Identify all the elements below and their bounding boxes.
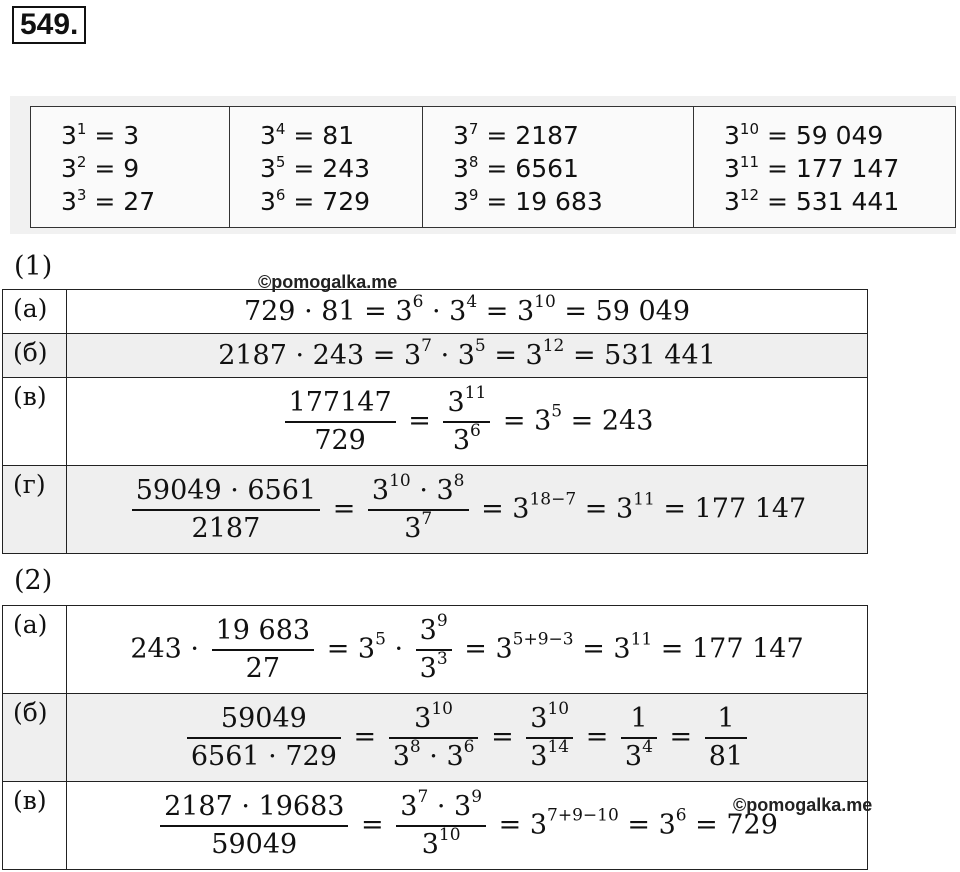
row-label: (а): [3, 290, 67, 334]
row-label: (б): [3, 694, 67, 782]
fraction: $\frac{3^{10}}{3^{14}}$: [526, 701, 573, 775]
fraction: $\frac{59049 \cdot 6561}{2187}$: [132, 473, 320, 547]
equation: $\frac{2187 \cdot 19683}{59049}$ = $\frac{3^7 \cdot 3^9}{3^{10}}$ = $3^{7+9-10} = 3^6 = 729$: [67, 782, 868, 870]
powers-column-3: [423, 107, 694, 227]
power-entry: $3^4 = 81$: [260, 120, 355, 150]
powers-column-1: [31, 107, 230, 227]
power-entry: $3^9 = 19$ 683: [453, 186, 603, 216]
fraction: $\frac{3^{10}}{3^8 \cdot 3^6}$: [389, 701, 479, 775]
solution-row: [3, 466, 868, 554]
power-entry: $3^{11} = 177$ 147: [724, 153, 900, 183]
part-1-solutions: [2, 289, 868, 554]
power-entry: $3^{12} = 531$ 441: [724, 186, 900, 216]
powers-column-4: [694, 107, 955, 227]
fraction: $\frac{1}{3^4}$: [621, 701, 657, 775]
power-entry: $3^2 = 9$: [61, 153, 140, 183]
power-entry: $3^3 = 27$: [61, 186, 156, 216]
part-2-solutions: [2, 605, 868, 870]
solution-row: [3, 694, 868, 782]
powers-grid: [30, 106, 956, 228]
fraction: $\frac{3^{11}}{3^6}$: [443, 385, 490, 459]
solution-row: [3, 334, 868, 378]
fraction: $\frac{59049}{6561 \cdot 729}$: [187, 701, 341, 775]
power-entry: $3^7 = 2187$: [453, 120, 579, 150]
row-label: (в): [3, 782, 67, 870]
power-entry: $3^{10} = 59$ 049: [724, 120, 884, 150]
row-label: (в): [3, 378, 67, 466]
problem-number: 549.: [12, 6, 86, 44]
fraction: $\frac{3^{10} \cdot 3^8}{3^7}$: [368, 473, 469, 547]
powers-column-2: [230, 107, 423, 227]
row-label: (г): [3, 466, 67, 554]
fraction: $\frac{3^7 \cdot 3^9}{3^{10}}$: [396, 789, 486, 863]
power-entry: $3^1 = 3$: [61, 120, 140, 150]
row-label: (б): [3, 334, 67, 378]
equation: 243 · $\frac{19 683}{27}$ = $3^5$ · $\frac{3^9}{3^3}$ = $3^{5+9-3} = 3^{11} = 177$ 147: [67, 606, 868, 694]
powers-of-three-table: [10, 96, 956, 234]
equation: $\frac{59049 \cdot 6561}{2187}$ = $\frac{3^{10} \cdot 3^8}{3^7}$ = $3^{18-7} = 3^{11} = 177$ 147: [67, 466, 868, 554]
watermark: ©pomogalka.me: [733, 795, 873, 815]
fraction: $\frac{1}{81}$: [705, 701, 747, 775]
power-entry: $3^8 = 6561$: [453, 153, 579, 183]
fraction: $\frac{177147}{729}$: [285, 385, 396, 459]
fraction: $\frac{2187 \cdot 19683}{59049}$: [160, 789, 348, 863]
row-label: (а): [3, 606, 67, 694]
watermark: ©pomogalka.me: [258, 272, 398, 292]
solution-row: [3, 606, 868, 694]
equation: $2187 \cdot 243 = 3^7 \cdot 3^5 = 3^{12} = 531$ 441: [67, 334, 868, 378]
solution-row: [3, 378, 868, 466]
equation: $\frac{59049}{6561 \cdot 729}$ = $\frac{3^{10}}{3^8 \cdot 3^6}$ = $\frac{3^{10}}{3^{14}}$ = $\frac{1}{3^4}$ = $\frac{1}{81}$: [67, 694, 868, 782]
fraction: $\frac{19 683}{27}$: [212, 613, 314, 687]
part-2-label: (2): [14, 565, 53, 596]
fraction: $\frac{3^9}{3^3}$: [416, 613, 452, 687]
power-entry: $3^6 = 729$: [260, 186, 371, 216]
equation: $729 \cdot 81 = 3^6 \cdot 3^4 = 3^{10} = 59$ 049: [67, 290, 868, 334]
part-1-label: (1): [14, 251, 53, 282]
equation: $\frac{177147}{729}$ = $\frac{3^{11}}{3^6}$ = $3^5 = 243$: [67, 378, 868, 466]
power-entry: $3^5 = 243$: [260, 153, 371, 183]
solution-row: [3, 290, 868, 334]
